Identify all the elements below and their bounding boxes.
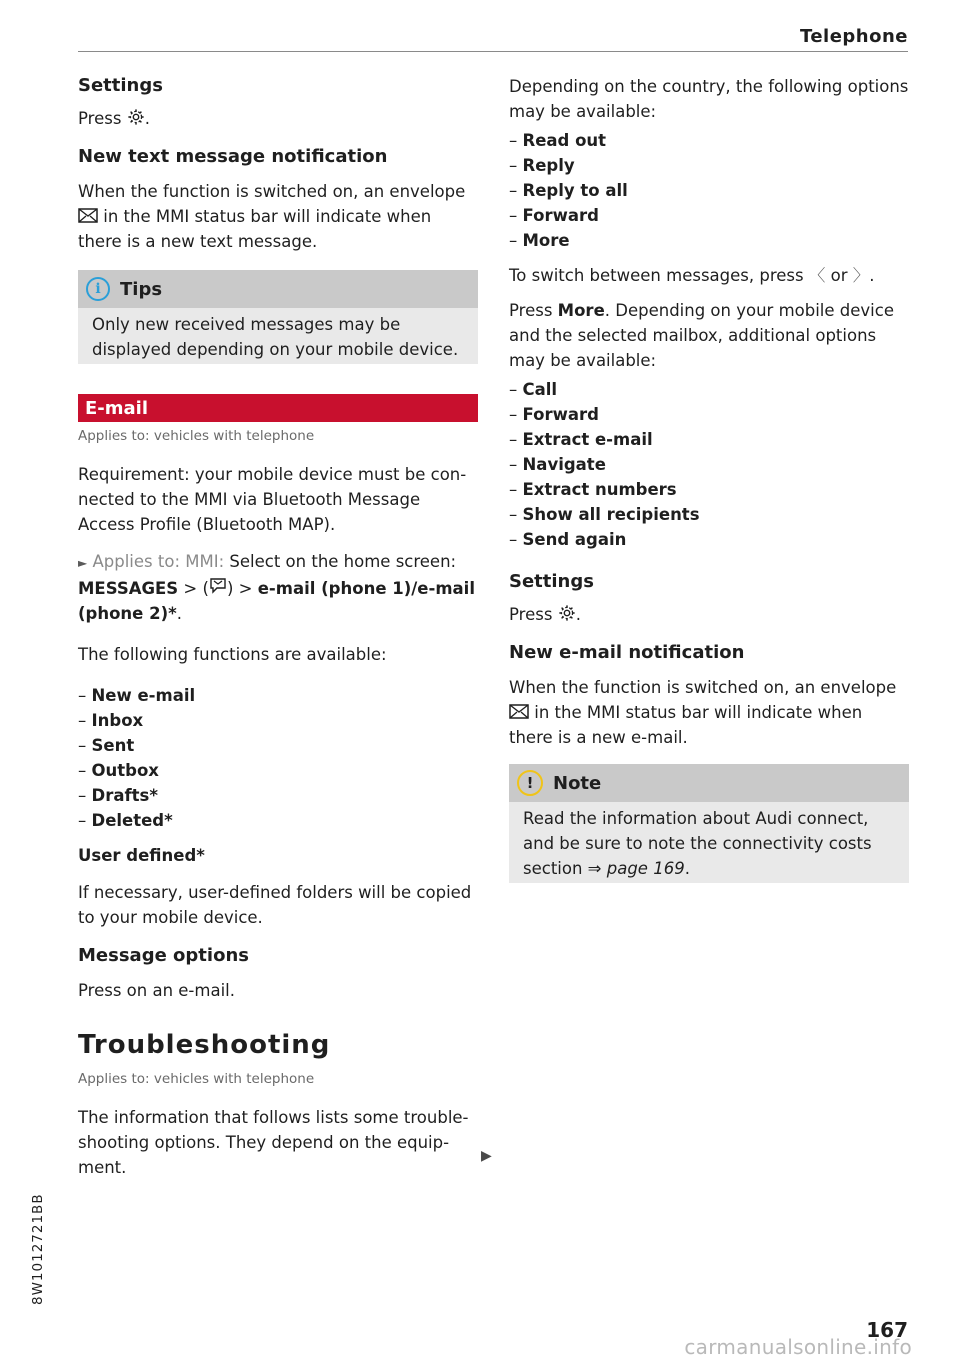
list-item — [78, 783, 478, 808]
more-option-send-again: Send again — [522, 530, 627, 549]
gear-icon — [558, 604, 576, 622]
list-item — [78, 708, 478, 733]
watermark: carmanualsonline.info — [684, 1335, 912, 1359]
right-settings-heading: Settings — [509, 571, 594, 592]
user-defined-label: User defined* — [78, 846, 205, 865]
envelope-icon — [509, 704, 529, 719]
press-more-text — [509, 298, 909, 373]
switch-text: To switch between messages, press — [509, 266, 809, 285]
list-item — [509, 377, 909, 402]
option-read-out: Read out — [522, 131, 607, 150]
new-text-body-part1: When the function is switched on, an envelope — [78, 182, 466, 201]
press-more-bold: More — [557, 301, 605, 320]
list-item — [509, 527, 909, 552]
message-icon — [209, 578, 227, 594]
right-settings-instruction — [509, 602, 909, 627]
note-box — [509, 764, 909, 883]
list-item — [78, 808, 478, 833]
new-text-message-heading: New text message notification — [78, 146, 388, 167]
warning-icon: ! — [517, 770, 543, 796]
page-reference-link[interactable]: ⇒ page 169 — [587, 859, 685, 878]
list-item — [509, 427, 909, 452]
more-options-list — [509, 377, 909, 552]
press-more-part2: . Depending on your mobile device and the selected mailbox, additional options may be available: — [509, 301, 894, 370]
tips-header — [78, 270, 478, 308]
list-item — [78, 733, 478, 758]
right-settings-press-text: Press — [509, 605, 553, 624]
instruction-sep2: ) > — [226, 579, 258, 598]
right-settings-period: . — [575, 605, 581, 624]
instruction-text: Select on the home screen: — [224, 552, 457, 571]
function-sent: Sent — [91, 736, 135, 755]
email-applies-to: Applies to: vehicles with telephone — [78, 428, 315, 444]
option-forward: Forward — [522, 206, 599, 225]
note-body — [509, 802, 909, 883]
new-email-body-part1: When the function is switched on, an envelope — [509, 678, 897, 697]
instruction-end: . — [176, 604, 183, 623]
note-text-main: Read the information about Audi connect, and be sure to note the connectivity costs section — [523, 809, 872, 878]
note-end: . — [684, 859, 690, 878]
more-option-show-all-recipients: Show all recipients — [522, 505, 700, 524]
tips-label: Tips — [120, 278, 163, 300]
list-item — [509, 153, 909, 178]
running-header: Telephone — [799, 26, 908, 47]
option-reply: Reply — [522, 156, 575, 175]
more-option-navigate: Navigate — [522, 455, 606, 474]
email-requirement: Requirement: your mobile device must be con-nected to the MMI via Bluetooth Message Access Profile (Bluetooth MAP). — [78, 465, 467, 534]
envelope-icon — [78, 208, 98, 223]
tips-text: Only new received messages may be displayed depending on your mobile device. — [92, 315, 459, 359]
more-option-extract-numbers: Extract numbers — [522, 480, 677, 499]
user-defined-body: If necessary, user-defined folders will be copied to your mobile device. — [78, 883, 472, 927]
function-inbox: Inbox — [91, 711, 144, 730]
function-new-email: New e-mail — [91, 686, 196, 705]
chevron-right-icon: 〉 — [852, 266, 870, 285]
switch-end: . — [869, 266, 875, 285]
press-more-part1: Press — [509, 301, 558, 320]
troubleshooting-heading: Troubleshooting — [78, 1030, 331, 1060]
new-text-message-body — [78, 179, 478, 254]
function-outbox: Outbox — [91, 761, 159, 780]
switch-or: or — [825, 266, 853, 285]
tips-body — [78, 308, 478, 364]
settings-period: . — [144, 109, 150, 128]
note-label: Note — [553, 772, 602, 794]
function-drafts: Drafts* — [91, 786, 158, 805]
instruction-messages: MESSAGES — [78, 579, 179, 598]
option-reply-to-all: Reply to all — [522, 181, 628, 200]
more-option-call: Call — [522, 380, 558, 399]
new-email-heading: New e-mail notification — [509, 642, 745, 663]
switch-messages-text — [509, 263, 909, 288]
message-options-heading: Message options — [78, 945, 249, 966]
info-icon: i — [86, 277, 110, 301]
options-list — [509, 128, 909, 253]
document-code: 8W1012721BB — [30, 1193, 46, 1305]
user-defined-heading — [78, 843, 478, 868]
email-section-bar: E-mail — [78, 394, 478, 422]
list-item — [509, 178, 909, 203]
continue-arrow-icon: ▶ — [481, 1148, 492, 1164]
gear-icon — [127, 108, 145, 126]
functions-list — [78, 683, 478, 833]
left-column — [78, 74, 478, 1180]
instruction-target: e-mail (phone 1)/e-mail (phone 2)* — [78, 579, 475, 623]
list-item — [509, 477, 909, 502]
list-item — [509, 402, 909, 427]
option-more: More — [522, 231, 570, 250]
step-arrow-icon: ► — [78, 556, 88, 570]
options-intro: Depending on the country, the following options may be available: — [509, 77, 909, 121]
list-item — [78, 758, 478, 783]
chevron-left-icon: 〈 — [808, 266, 826, 285]
note-text — [523, 806, 895, 881]
list-item — [509, 452, 909, 477]
function-deleted: Deleted* — [91, 811, 173, 830]
email-instruction — [78, 549, 478, 626]
functions-intro: The following functions are available: — [78, 645, 387, 664]
more-option-extract-email: Extract e-mail — [522, 430, 653, 449]
instruction-sep1: > ( — [178, 579, 209, 598]
new-email-body — [509, 675, 909, 750]
settings-instruction — [78, 106, 478, 131]
settings-press-text: Press — [78, 109, 122, 128]
header-rule — [78, 51, 908, 52]
troubleshooting-body: The information that follows lists some trouble-shooting options. They depend on the equip-ment. — [78, 1108, 469, 1177]
new-text-body-part2: in the MMI status bar will indicate when there is a new text message. — [78, 207, 432, 251]
list-item — [509, 128, 909, 153]
list-item — [509, 502, 909, 527]
troubleshooting-applies-to: Applies to: vehicles with telephone — [78, 1071, 315, 1087]
list-item — [509, 203, 909, 228]
list-item — [509, 228, 909, 253]
settings-heading: Settings — [78, 75, 163, 96]
tips-box — [78, 270, 478, 364]
page-number: 167 — [866, 1318, 908, 1342]
list-item — [78, 683, 478, 708]
right-column — [509, 74, 909, 883]
new-email-body-part2: in the MMI status bar will indicate when there is a new e-mail. — [509, 703, 863, 747]
instruction-applies: Applies to: MMI: — [92, 552, 225, 571]
message-options-body: Press on an e-mail. — [78, 981, 235, 1000]
note-header — [509, 764, 909, 802]
more-option-forward: Forward — [522, 405, 599, 424]
